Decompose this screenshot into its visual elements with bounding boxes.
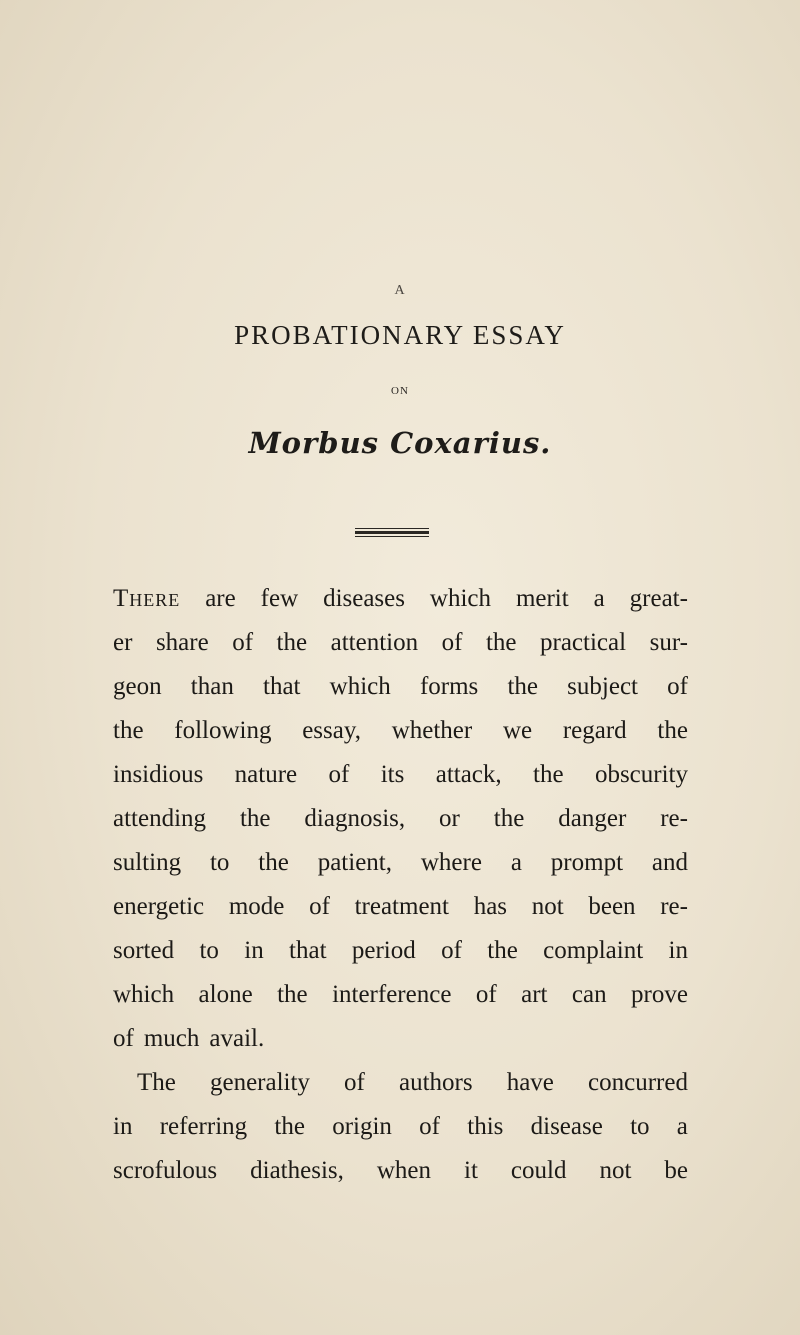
text-word: referring	[159, 1113, 248, 1140]
text-word: diagnosis,	[304, 805, 406, 832]
text-word: the	[493, 805, 525, 832]
text-word: There	[113, 585, 181, 612]
page-title: PROBATIONARY ESSAY	[234, 320, 566, 350]
text-word: er	[113, 629, 133, 656]
text-word: concurred	[588, 1069, 688, 1096]
text-word: practical	[540, 629, 627, 656]
text-word: attack,	[435, 761, 502, 788]
text-word: has	[473, 893, 508, 920]
text-line	[113, 1061, 688, 1105]
text-line	[113, 1105, 688, 1149]
text-word: when	[376, 1157, 432, 1184]
text-word: of	[441, 629, 463, 656]
text-word: insidious	[113, 761, 204, 788]
text-word: obscurity	[594, 761, 688, 788]
text-word: diathesis,	[250, 1157, 344, 1184]
text-word: the	[277, 981, 308, 1008]
text-word: forms	[419, 673, 479, 700]
text-word: be	[664, 1157, 688, 1184]
text-word: generality	[209, 1069, 310, 1096]
text-word: the	[274, 1113, 305, 1140]
text-word: re-	[660, 805, 688, 832]
text-line	[113, 577, 688, 621]
title-subject: Morbus Coxarius.	[248, 426, 552, 460]
text-word: regard	[562, 717, 627, 744]
text-word: mode	[228, 893, 285, 920]
text-word: share	[155, 629, 209, 656]
text-word: can	[571, 981, 607, 1008]
text-word: subject	[567, 673, 638, 700]
text-word: the	[533, 761, 564, 788]
text-word: complaint	[543, 937, 644, 964]
text-word: great-	[629, 585, 688, 612]
text-word: authors	[398, 1069, 473, 1096]
text-word: that	[263, 673, 301, 700]
title-on: ON	[391, 385, 409, 397]
text-word: interference	[332, 981, 452, 1008]
text-word: not	[531, 893, 564, 920]
text-word: which	[429, 585, 492, 612]
text-word: sulting	[113, 849, 182, 876]
text-word: the	[239, 805, 271, 832]
text-line	[113, 709, 688, 753]
text-word: the	[657, 717, 688, 744]
title-article: A	[394, 283, 406, 298]
text-word: not	[599, 1157, 632, 1184]
text-word: to	[199, 937, 219, 964]
text-word: been	[588, 893, 636, 920]
text-word: could	[510, 1157, 567, 1184]
text-word: of	[475, 981, 497, 1008]
text-word: scrofulous	[113, 1157, 218, 1184]
text-word: attending	[113, 805, 207, 832]
text-word: have	[506, 1069, 554, 1096]
text-word: diseases	[323, 585, 405, 612]
text-line	[113, 929, 688, 973]
text-word: of	[667, 673, 688, 700]
text-line	[113, 621, 688, 665]
text-word: prove	[631, 981, 688, 1008]
text-word: prompt	[550, 849, 624, 876]
text-word: the	[276, 629, 308, 656]
text-word: few	[260, 585, 299, 612]
text-word: a	[593, 585, 605, 612]
text-word: avail.	[209, 1025, 265, 1052]
text-word: the	[487, 937, 518, 964]
text-word: treatment	[354, 893, 449, 920]
text-word: than	[190, 673, 234, 700]
text-word: that	[289, 937, 327, 964]
text-word: of	[309, 893, 330, 920]
text-word: The	[137, 1069, 176, 1096]
divider-rule-bottom	[355, 536, 429, 537]
text-word: the	[485, 629, 517, 656]
text-word: in	[668, 937, 688, 964]
text-word: danger	[558, 805, 627, 832]
text-word: a	[676, 1113, 688, 1140]
text-word: its	[380, 761, 405, 788]
text-word: re-	[660, 893, 688, 920]
text-word: essay,	[302, 717, 361, 744]
text-word: period	[351, 937, 416, 964]
text-word: and	[651, 849, 688, 876]
text-word: of	[419, 1113, 440, 1140]
text-line	[113, 841, 688, 885]
text-word: sur-	[649, 629, 688, 656]
text-word: which	[329, 673, 391, 700]
text-word: or	[439, 805, 460, 832]
text-word: of	[344, 1069, 365, 1096]
text-word: we	[502, 717, 533, 744]
text-word: much	[143, 1025, 200, 1052]
text-word: energetic	[113, 893, 205, 920]
text-word: nature	[234, 761, 298, 788]
text-line	[113, 1017, 688, 1061]
text-word: patient,	[317, 849, 392, 876]
text-word: are	[205, 585, 236, 612]
text-word: in	[113, 1113, 133, 1140]
text-word: whether	[391, 717, 473, 744]
text-word: alone	[198, 981, 253, 1008]
text-word: of	[328, 761, 350, 788]
text-line	[113, 973, 688, 1017]
text-word: merit	[515, 585, 569, 612]
text-word: of	[113, 1025, 134, 1052]
divider-rule-thick	[355, 531, 429, 534]
text-word: the	[507, 673, 538, 700]
body-text	[113, 577, 688, 1193]
text-word: art	[521, 981, 548, 1008]
text-word: of	[232, 629, 254, 656]
text-word: sorted	[113, 937, 175, 964]
text-line	[113, 885, 688, 929]
text-word: of	[441, 937, 462, 964]
text-word: it	[464, 1157, 478, 1184]
text-word: this	[467, 1113, 504, 1140]
text-word: attention	[330, 629, 419, 656]
text-line	[113, 1149, 688, 1193]
text-word: following	[174, 717, 272, 744]
text-word: where	[420, 849, 482, 876]
text-line	[113, 665, 688, 709]
divider-rule-top	[355, 528, 429, 529]
text-word: in	[244, 937, 264, 964]
text-word: which	[113, 981, 175, 1008]
text-line	[113, 797, 688, 841]
text-word: the	[258, 849, 289, 876]
text-word: to	[630, 1113, 650, 1140]
text-line	[113, 753, 688, 797]
text-word: disease	[530, 1113, 603, 1140]
text-word: the	[113, 717, 144, 744]
text-word: to	[209, 849, 230, 876]
text-word: geon	[113, 673, 162, 700]
text-word: a	[510, 849, 522, 876]
text-word: origin	[332, 1113, 392, 1140]
